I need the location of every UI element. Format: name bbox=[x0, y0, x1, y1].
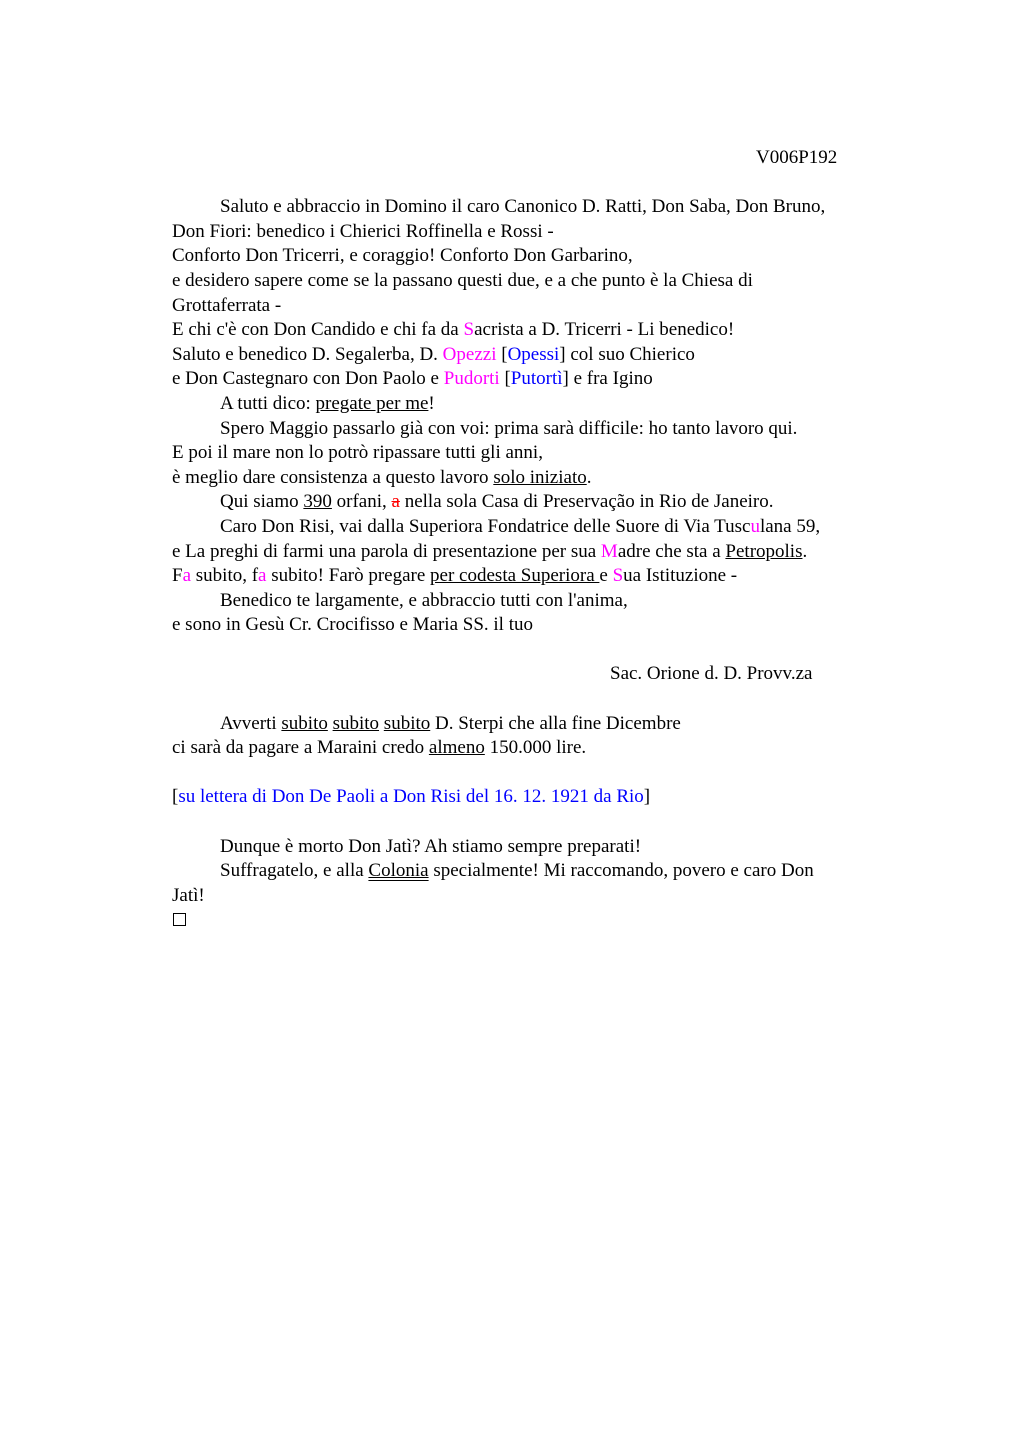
underlined-text: almeno bbox=[428, 737, 485, 759]
text-line bbox=[172, 712, 892, 737]
source-note-text: su lettera di Don De Paoli a Don Risi del 16. 12. 1921 da Rio bbox=[178, 786, 644, 808]
underlined-text: solo iniziato bbox=[493, 466, 587, 488]
text-run: A tutti dico: bbox=[220, 392, 316, 414]
underlined-text: per codesta Superiora bbox=[430, 565, 600, 587]
text-run: Caro Don Risi, vai dalla Superiora Fondatrice delle Suore di Via Tusc bbox=[220, 515, 751, 537]
text-line bbox=[172, 490, 892, 515]
bracket: ] bbox=[643, 786, 651, 808]
text-line bbox=[172, 343, 892, 368]
text-run: ! bbox=[428, 392, 435, 414]
editorial-correction: a bbox=[258, 565, 267, 587]
editorial-correction: S bbox=[463, 319, 475, 341]
text-run: F bbox=[172, 565, 183, 587]
text-line bbox=[172, 736, 892, 761]
text-line: Spero Maggio passarlo già con voi: prima sarà difficile: ho tanto lavoro qui. bbox=[220, 417, 798, 439]
text-run: adre che sta a bbox=[617, 540, 726, 562]
text-run: e bbox=[599, 565, 613, 587]
underlined-text: subito bbox=[332, 712, 380, 734]
text-line bbox=[172, 564, 892, 589]
text-run: lana 59, bbox=[759, 515, 821, 537]
editorial-correction: Opezzi bbox=[442, 343, 497, 365]
bracket: [ bbox=[172, 786, 179, 808]
signature: Sac. Orione d. D. Provv.za bbox=[610, 663, 813, 685]
checkbox-square-icon bbox=[173, 913, 186, 926]
text-line: Jatì! bbox=[172, 884, 205, 906]
editorial-correction: a bbox=[182, 565, 192, 587]
text-run: Suffragatelo, e alla bbox=[220, 860, 369, 882]
editorial-note: Opessi bbox=[507, 343, 560, 365]
text-line bbox=[172, 367, 892, 392]
text-line: Grottaferrata - bbox=[172, 294, 282, 316]
text-run: . bbox=[802, 540, 808, 562]
text-run: ua Istituzione - bbox=[623, 565, 738, 587]
text-run: subito, f bbox=[191, 565, 259, 587]
text-run: Qui siamo bbox=[220, 491, 304, 513]
text-line: Dunque è morto Don Jatì? Ah stiamo sempre preparati! bbox=[220, 835, 642, 857]
document-code: V006P192 bbox=[756, 147, 838, 168]
text-line: Benedico te largamente, e abbraccio tutti con l'anima, bbox=[220, 589, 628, 611]
underlined-text: subito bbox=[383, 712, 431, 734]
text-run: ci sarà da pagare a Maraini credo bbox=[172, 737, 429, 759]
text-run: e Don Castegnaro con Don Paolo e bbox=[172, 368, 444, 390]
struck-text: a bbox=[391, 491, 400, 513]
text-run: E chi c'è con Don Candido e chi fa da bbox=[172, 319, 464, 341]
text-line bbox=[172, 859, 892, 884]
text-line bbox=[172, 318, 892, 343]
text-run: e La preghi di farmi una parola di presentazione per sua bbox=[172, 540, 601, 562]
text-run: specialmente! Mi raccomando, povero e caro Don bbox=[428, 860, 814, 882]
text-line: e desidero sapere come se la passano questi due, e a che punto è la Chiesa di bbox=[172, 269, 753, 291]
editorial-correction: S bbox=[612, 565, 624, 587]
text-run: orfani, bbox=[331, 491, 392, 513]
text-run: Saluto e benedico D. Segalerba, D. bbox=[172, 343, 443, 365]
underlined-text: subito bbox=[281, 712, 328, 734]
editorial-source-note bbox=[172, 785, 892, 810]
text-run: D. Sterpi che alla fine Dicembre bbox=[430, 712, 681, 734]
text-run: 150.000 lire. bbox=[484, 737, 587, 759]
text-line: e sono in Gesù Cr. Crocifisso e Maria SS. il tuo bbox=[172, 614, 533, 636]
text-run: ] e fra Igino bbox=[562, 368, 653, 390]
text-run: [ bbox=[496, 343, 508, 365]
text-run: è meglio dare consistenza a questo lavoro bbox=[172, 466, 494, 488]
editorial-correction: Pudorti bbox=[443, 368, 500, 390]
double-underlined-text: Colonia bbox=[368, 860, 429, 882]
text-line: Saluto e abbraccio in Domino il caro Canonico D. Ratti, Don Saba, Don Bruno, bbox=[220, 196, 826, 218]
letter-body bbox=[172, 146, 892, 933]
text-run: nella sola Casa di Preservação in Rio de Janeiro. bbox=[399, 491, 774, 513]
text-line: Don Fiori: benedico i Chierici Roffinella e Rossi - bbox=[172, 220, 554, 242]
text-run: ] col suo Chierico bbox=[559, 343, 695, 365]
editorial-correction: u bbox=[750, 515, 760, 537]
underlined-text: Petropolis bbox=[725, 540, 803, 562]
text-run: acrista a D. Tricerri - Li benedico! bbox=[474, 319, 735, 341]
editorial-note: Putortì bbox=[510, 368, 563, 390]
underlined-text: 390 bbox=[303, 491, 332, 513]
text-line: E poi il mare non lo potrò ripassare tutti gli anni, bbox=[172, 442, 543, 464]
end-marker bbox=[172, 908, 892, 933]
text-run: . bbox=[586, 466, 592, 488]
underlined-text: pregate per me bbox=[315, 392, 429, 414]
editorial-correction: M bbox=[600, 540, 618, 562]
text-line bbox=[172, 540, 892, 565]
text-run: [ bbox=[499, 368, 511, 390]
text-run: Avverti bbox=[220, 712, 282, 734]
text-line bbox=[172, 466, 892, 491]
text-line bbox=[172, 392, 892, 417]
text-line bbox=[172, 515, 892, 540]
text-run: subito! Farò pregare bbox=[266, 565, 431, 587]
text-line: Conforto Don Tricerri, e coraggio! Conforto Don Garbarino, bbox=[172, 245, 633, 267]
